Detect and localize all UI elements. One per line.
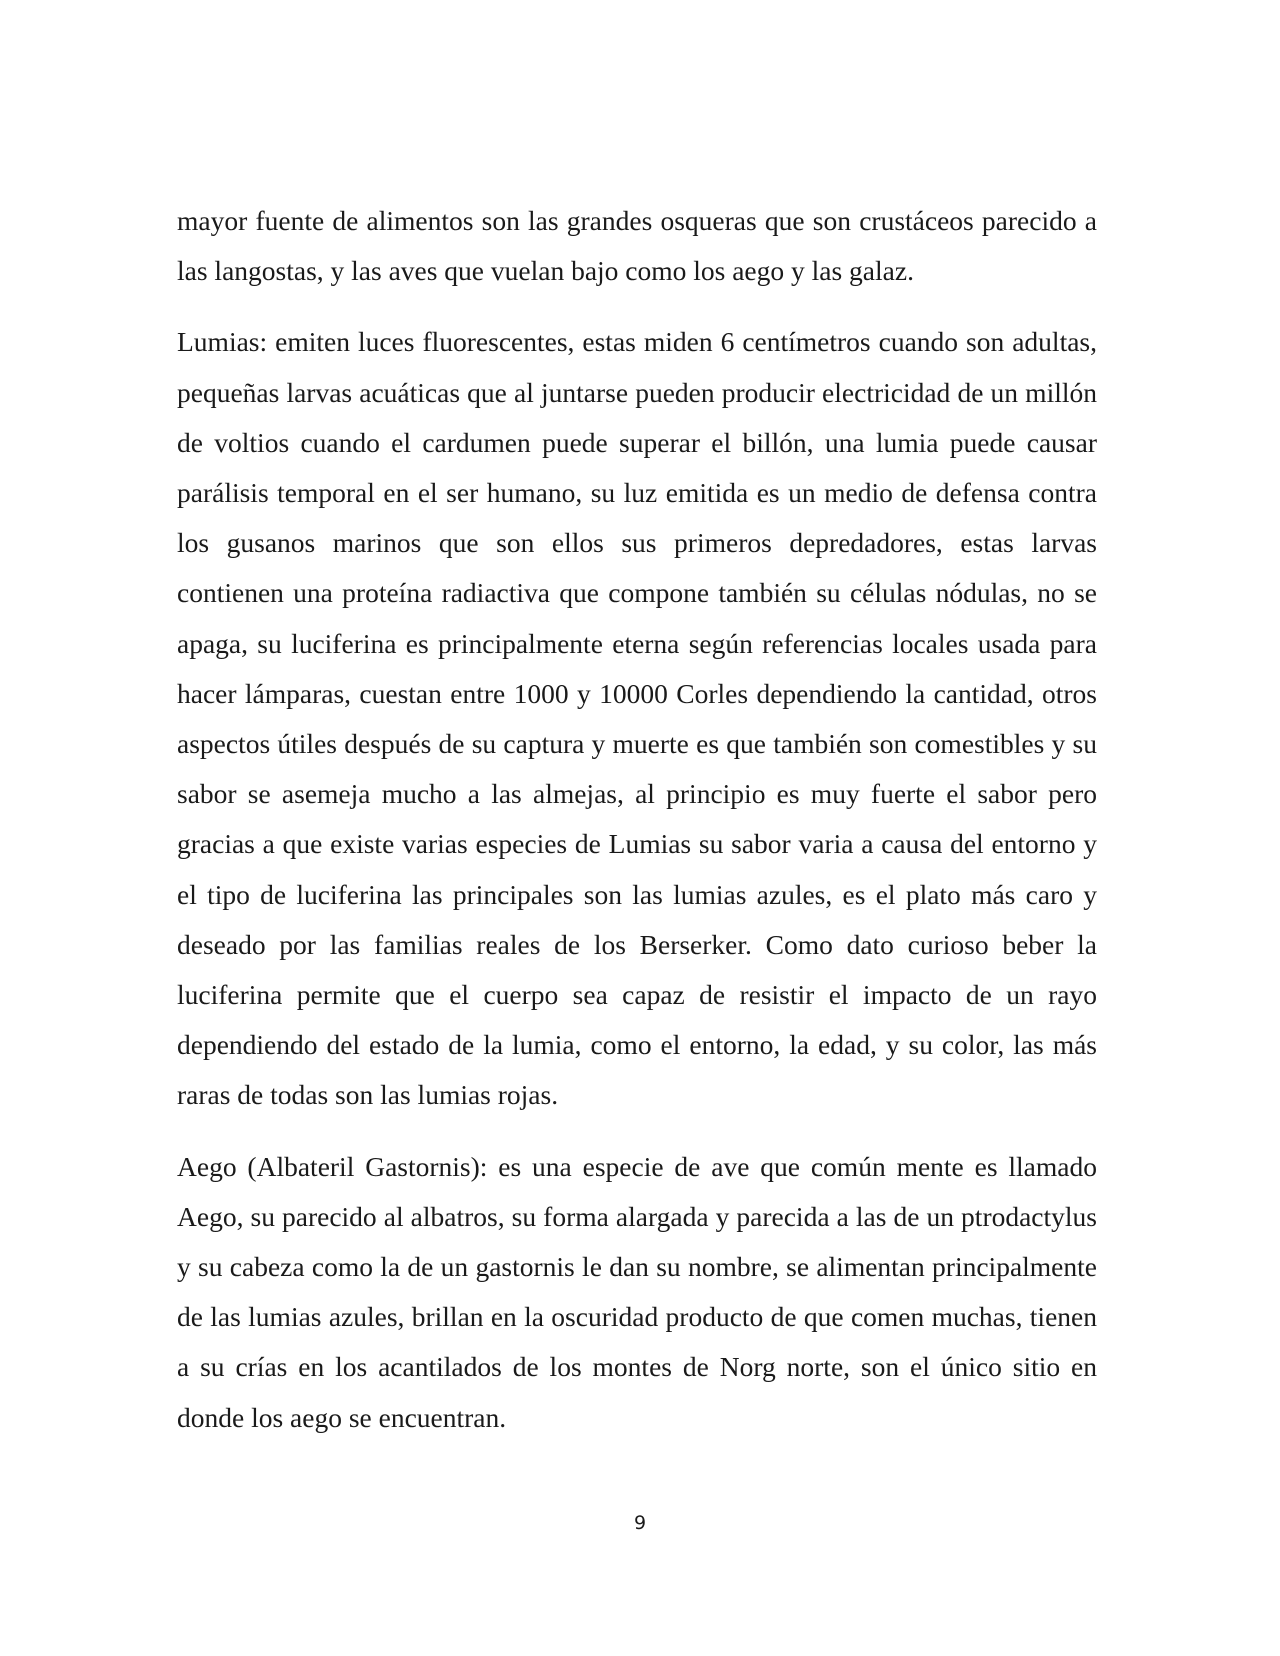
text-body <box>177 196 1097 1443</box>
paragraph-food-sources: mayor fuente de alimentos son las grandes osqueras que son crustáceos parecido a las langostas, y las aves que vuelan bajo como los aego y las galaz. <box>177 205 1097 287</box>
page-number: 9 <box>633 1512 647 1534</box>
paragraph-lumias: Lumias: emiten luces fluorescentes, estas miden 6 centímetros cuando son adultas, pequeñas larvas acuáticas que al juntarse pueden producir electricidad de un millón de voltios cuando el cardumen puede superar el billón, una lumia puede causar parálisis temporal en el ser humano, su luz emitida es un medio de defensa contra los gusanos marinos que son ellos sus primeros depredadores, estas larvas contienen una proteína radiactiva que compone también su células nódulas, no se apaga, su luciferina es principalmente eterna según referencias locales usada para hacer lámparas, cuestan entre 1000 y 10000 Corles dependiendo la cantidad, otros aspectos útiles después de su captura y muerte es que también son comestibles y su sabor se asemeja mucho a las almejas, al principio es muy fuerte el sabor pero gracias a que existe varias especies de Lumias su sabor varia a causa del entorno y el tipo de luciferina las principales son las lumias azules, es el plato más caro y deseado por las familias reales de los Berserker. Como dato curioso beber la luciferina permite que el cuerpo sea capaz de resistir el impacto de un rayo dependiendo del estado de la lumia, como el entorno, la edad, y su color, las más raras de todas son las lumias rojas. <box>177 326 1097 1111</box>
paragraph-aego: Aego (Albateril Gastornis): es una especie de ave que común mente es llamado Aego, su parecido al albatros, su forma alargada y parecida a las de un ptrodactylus y su cabeza como la de un gastornis le dan su nombre, se alimentan principalmente de las lumias azules, brillan en la oscuridad producto de que comen muchas, tienen a su crías en los acantilados de los montes de Norg norte, son el único sitio en donde los aego se encuentran. <box>177 1150 1097 1433</box>
